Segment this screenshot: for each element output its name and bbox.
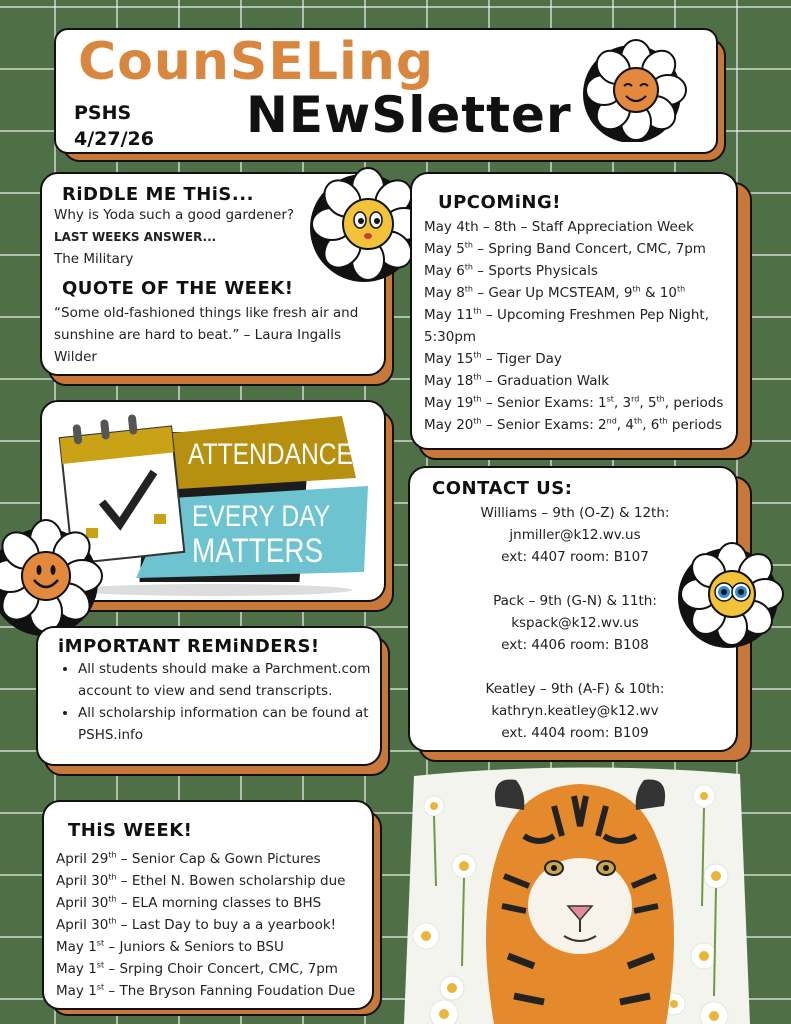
this-week-card [42,800,374,1010]
smiling-flower-icon [578,38,688,142]
reminders-heading: iMPORTANT REMiNDERS! [58,636,320,657]
riddle-heading: RiDDLE ME THiS... [62,184,254,205]
this-week-item: May 1st – Srping Choir Concert, CMC, 7pm [56,960,338,977]
reminder-item: • All students should make a Parchment.com account to view and send transcripts. [78,658,388,702]
counselor-email[interactable]: kspack@k12.wv.us [511,615,639,631]
upcoming-item: May 6th – Sports Physicals [424,262,598,279]
this-week-item: April 30th – Last Day to buy a a yearbook! [56,916,337,933]
upcoming-item: May 20th – Senior Exams: 2nd, 4th, 6th periods [424,416,722,433]
riddle-question: Why is Yoda such a good gardener? [54,207,295,223]
this-week-list [56,848,372,1002]
counselor-email[interactable]: kathryn.keatley@k12.wv [491,703,659,719]
upcoming-item: May 18th – Graduation Walk [424,372,610,389]
this-week-item: May 1st – The Bryson Fanning Foudation Due [56,982,356,999]
counselor-name: Pack – 9th (G-N) & 11th: [493,593,657,609]
upcoming-list [424,216,740,436]
contact-heading: CONTACT US: [432,478,573,499]
newsletter-date: 4/27/26 [74,128,154,150]
counselor-ext: ext: 4406 room: B108 [501,637,649,653]
reminders-card [36,626,382,766]
this-week-heading: THiS WEEK! [68,820,193,841]
wide-eyed-flower-icon [670,540,786,652]
upcoming-item: May 5th – Spring Band Concert, CMC, 7pm [424,240,706,257]
last-week-label: LAST WEEKS ANSWER... [54,230,217,244]
this-week-item: April 29th – Senior Cap & Gown Pictures [56,850,321,867]
tiger-flowers-illustration [404,766,750,1024]
contact-keatley [410,678,740,744]
reminder-item: • All scholarship information can be found at PSHS.info [78,702,388,746]
attendance-line2: EVERY DAY [192,500,331,533]
happy-flower-icon [0,518,106,638]
this-week-item: April 30th – Ethel N. Bowen scholarship due [56,872,346,889]
newsletter-title-line1: CounSELing [78,32,435,92]
counselor-ext: ext. 4404 room: B109 [501,725,649,741]
last-week-answer: The Military [54,251,134,267]
this-week-item: April 30th – ELA morning classes to BHS [56,894,322,911]
upcoming-heading: UPCOMiNG! [438,192,561,213]
upcoming-item: May 19th – Senior Exams: 1st, 3rd, 5th, periods [424,394,724,411]
reminders-list [56,658,388,746]
upcoming-card [410,172,738,450]
attendance-line1: ATTENDANCE [188,438,353,471]
upcoming-item: May 11th – Upcoming Freshmen Pep Night, 5:30pm [424,306,710,345]
this-week-item: May 1st – Juniors & Seniors to BSU [56,938,284,955]
counselor-email[interactable]: jnmiller@k12.wv.us [509,527,641,543]
upcoming-item: May 8th – Gear Up MCSTEAM, 9th & 10th [424,284,686,301]
counselor-ext: ext: 4407 room: B107 [501,549,649,565]
newsletter-title-line2: NEwSletter [246,86,572,144]
upcoming-item: May 4th – 8th – Staff Appreciation Week [424,219,694,235]
quote-text: “Some old-fashioned things like fresh air and sunshine are hard to beat.” – Laura Ingalls Wilder [54,305,359,365]
counselor-name: Williams – 9th (O-Z) & 12th: [480,505,670,521]
counselor-name: Keatley – 9th (A-F) & 10th: [485,681,665,697]
quote-heading: QUOTE OF THE WEEK! [62,278,294,299]
school-name: PSHS [74,102,132,124]
upcoming-item: May 15th – Tiger Day [424,350,562,367]
attendance-line3: MATTERS [192,532,324,570]
